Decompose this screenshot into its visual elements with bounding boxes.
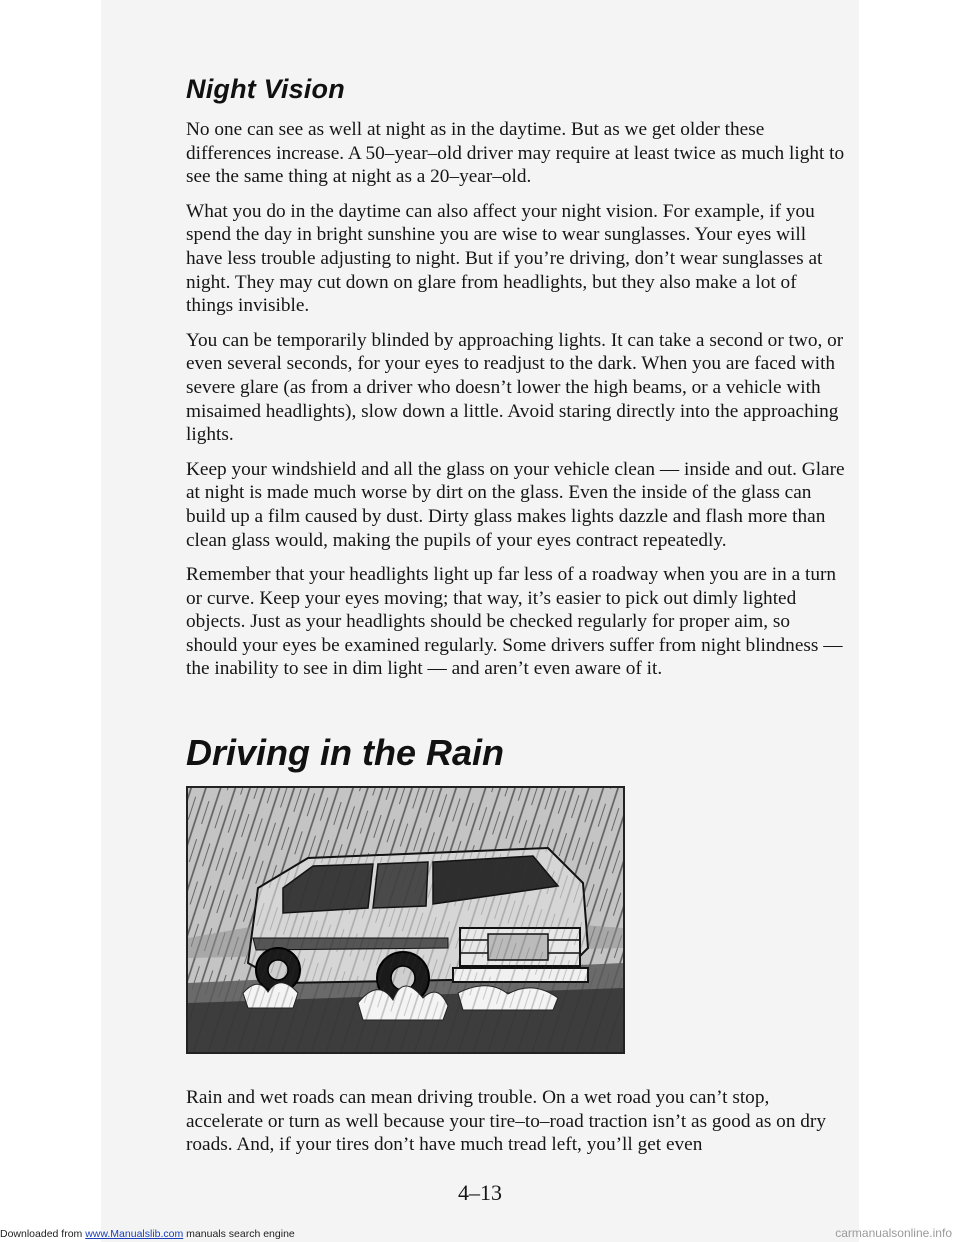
- night-vision-body: [186, 118, 846, 692]
- download-footer: [0, 1228, 295, 1240]
- paragraph: Keep your windshield and all the glass on your vehicle clean — inside and out. Glare at night is made much worse by dirt on the glass. Even the inside of the glass can build up a film caused by dust. Dirty glass makes lights dazzle and flash more than clean glass would, making the pupils of your eyes contract repeatedly.: [186, 458, 845, 551]
- manual-page: [101, 0, 859, 1242]
- driving-in-rain-paragraph: Rain and wet roads can mean driving trouble. On a wet road you can’t stop, accelerate or turn as well because your tire–to–road traction isn’t as good as on dry roads. And, if your tires don’t have much tread left, you’ll get even: [186, 1087, 826, 1156]
- paragraph: You can be temporarily blinded by approaching lights. It can take a second or two, or even several seconds, for your eyes to readjust to the dark. When you are faced with severe glare (as from a driver who doesn’t lower the high beams, or a vehicle with misaimed headlights), slow down a little. Avoid staring directly into the approaching lights.: [186, 329, 844, 446]
- watermark-footer: carmanualsonline.info: [835, 1226, 952, 1240]
- paragraph: Remember that your headlights light up far less of a roadway when you are in a turn or curve. Keep your eyes moving; that way, it’s easier to pick out dimly lighted objects. Just as your headlights should be checked regularly for proper aim, so should your eyes be examined regularly. Some drivers suffer from night blindness — the inability to see in dim light — and aren’t even aware of it.: [186, 564, 843, 680]
- section-heading-night-vision: Night Vision: [186, 74, 345, 104]
- footer-suffix: manuals search engine: [183, 1228, 295, 1240]
- paragraph: What you do in the daytime can also affect your night vision. For example, if you spend the day in bright sunshine you are wise to wear sunglasses. Your eyes will have less trouble adjusting to night. But if you’re driving, don’t wear sunglasses at night. They may cut down on glare from headlights, but they also make a lot of things invisible.: [186, 200, 823, 317]
- manualslib-link[interactable]: www.Manualslib.com: [85, 1228, 184, 1240]
- rain-scene-drawing: [188, 788, 623, 1052]
- section-heading-driving-in-rain: Driving in the Rain: [186, 732, 505, 773]
- page-number: 4–13: [458, 1180, 502, 1205]
- footer-prefix: Downloaded from: [0, 1228, 86, 1240]
- paragraph: No one can see as well at night as in the daytime. But as we get older these differences increase. A 50–year–old driver may require at least twice as much light to see the same thing at night as a 20–year–old.: [186, 119, 845, 188]
- van-in-rain-illustration: [186, 786, 625, 1054]
